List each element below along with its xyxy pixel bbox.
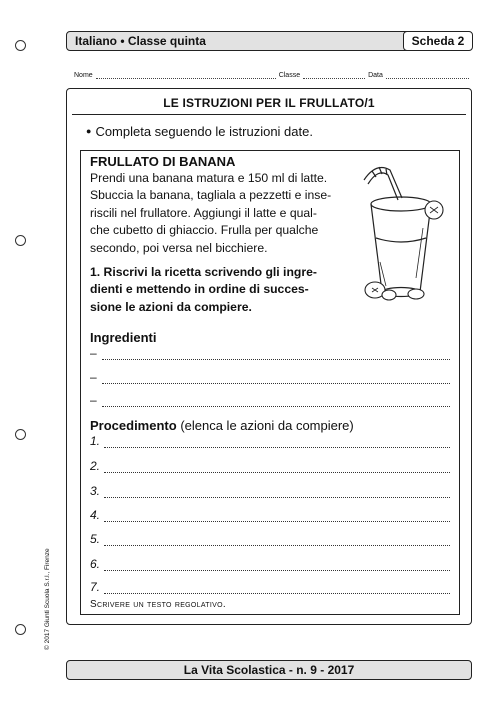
ingredient-line[interactable]: – <box>90 346 450 360</box>
class-field[interactable] <box>303 72 365 79</box>
recipe-title: FRULLATO DI BANANA <box>90 154 236 169</box>
punch-hole <box>15 624 26 635</box>
learning-goal: Scrivere un testo regolativo. <box>90 599 226 610</box>
worksheet-number: Scheda 2 <box>403 31 473 51</box>
straw-icon <box>364 167 402 200</box>
student-info-row <box>74 67 472 79</box>
date-label: Data <box>368 72 383 79</box>
procedure-line[interactable]: 3. <box>90 484 450 498</box>
procedure-heading <box>90 418 354 433</box>
title-divider <box>72 114 466 115</box>
name-field[interactable] <box>96 72 276 79</box>
recipe-line: Sbuccia la banana, tagliala a pezzetti e inse- <box>90 188 332 203</box>
exercise-line: 1. Riscrivi la ricetta scrivendo gli ingre- <box>90 265 317 279</box>
recipe-text <box>90 170 348 257</box>
copyright-notice: © 2017 Giunti Scuola S.r.l., Firenze <box>44 548 51 650</box>
recipe-line: secondo, poi versa nel bicchiere. <box>90 240 268 255</box>
instruction-text: Completa seguendo le istruzioni date. <box>95 124 313 139</box>
ingredient-line[interactable]: – <box>90 370 450 384</box>
worksheet-title: LE ISTRUZIONI PER IL FRULLATO/1 <box>163 96 375 110</box>
bullet-icon: ● <box>86 126 92 136</box>
recipe-line: riscili nel frullatore. Aggiungi il latte e qual- <box>90 205 317 220</box>
punch-hole <box>15 40 26 51</box>
name-label: Nome <box>74 72 93 79</box>
procedure-line[interactable]: 2. <box>90 459 450 473</box>
date-field[interactable] <box>386 72 469 79</box>
recipe-line: Prendi una banana matura e 150 ml di latte. <box>90 171 328 185</box>
exercise-line: dienti e mettendo in ordine di succes- <box>90 282 309 297</box>
banana-slices-icon <box>365 282 424 300</box>
procedure-note: (elenca le azioni da compiere) <box>180 418 354 433</box>
procedure-line[interactable]: 1. <box>90 434 450 448</box>
procedure-line[interactable]: 4. <box>90 508 450 522</box>
exercise-instruction <box>90 264 348 316</box>
footer-bar: La Vita Scolastica - n. 9 - 2017 <box>66 660 472 680</box>
procedure-label: Procedimento <box>90 418 177 433</box>
procedure-line[interactable]: 6. <box>90 557 450 571</box>
smoothie-glass-illustration <box>346 158 454 308</box>
procedure-line[interactable]: 5. <box>90 532 450 546</box>
class-label: Classe <box>278 72 301 79</box>
ingredient-line[interactable]: – <box>90 393 450 407</box>
banana-slice-icon <box>425 201 443 219</box>
instruction <box>86 124 313 139</box>
procedure-line[interactable]: 7. <box>90 580 450 594</box>
glass-icon <box>371 197 431 297</box>
punch-hole <box>15 429 26 440</box>
ingredients-heading: Ingredienti <box>90 330 157 345</box>
exercise-line: sione le azioni da compiere. <box>90 299 252 314</box>
subject-title: Italiano • Classe quinta <box>75 34 206 48</box>
header-bar <box>66 31 472 51</box>
punch-hole <box>15 235 26 246</box>
recipe-line: che cubetto di ghiaccio. Frulla per qualche <box>90 223 319 238</box>
